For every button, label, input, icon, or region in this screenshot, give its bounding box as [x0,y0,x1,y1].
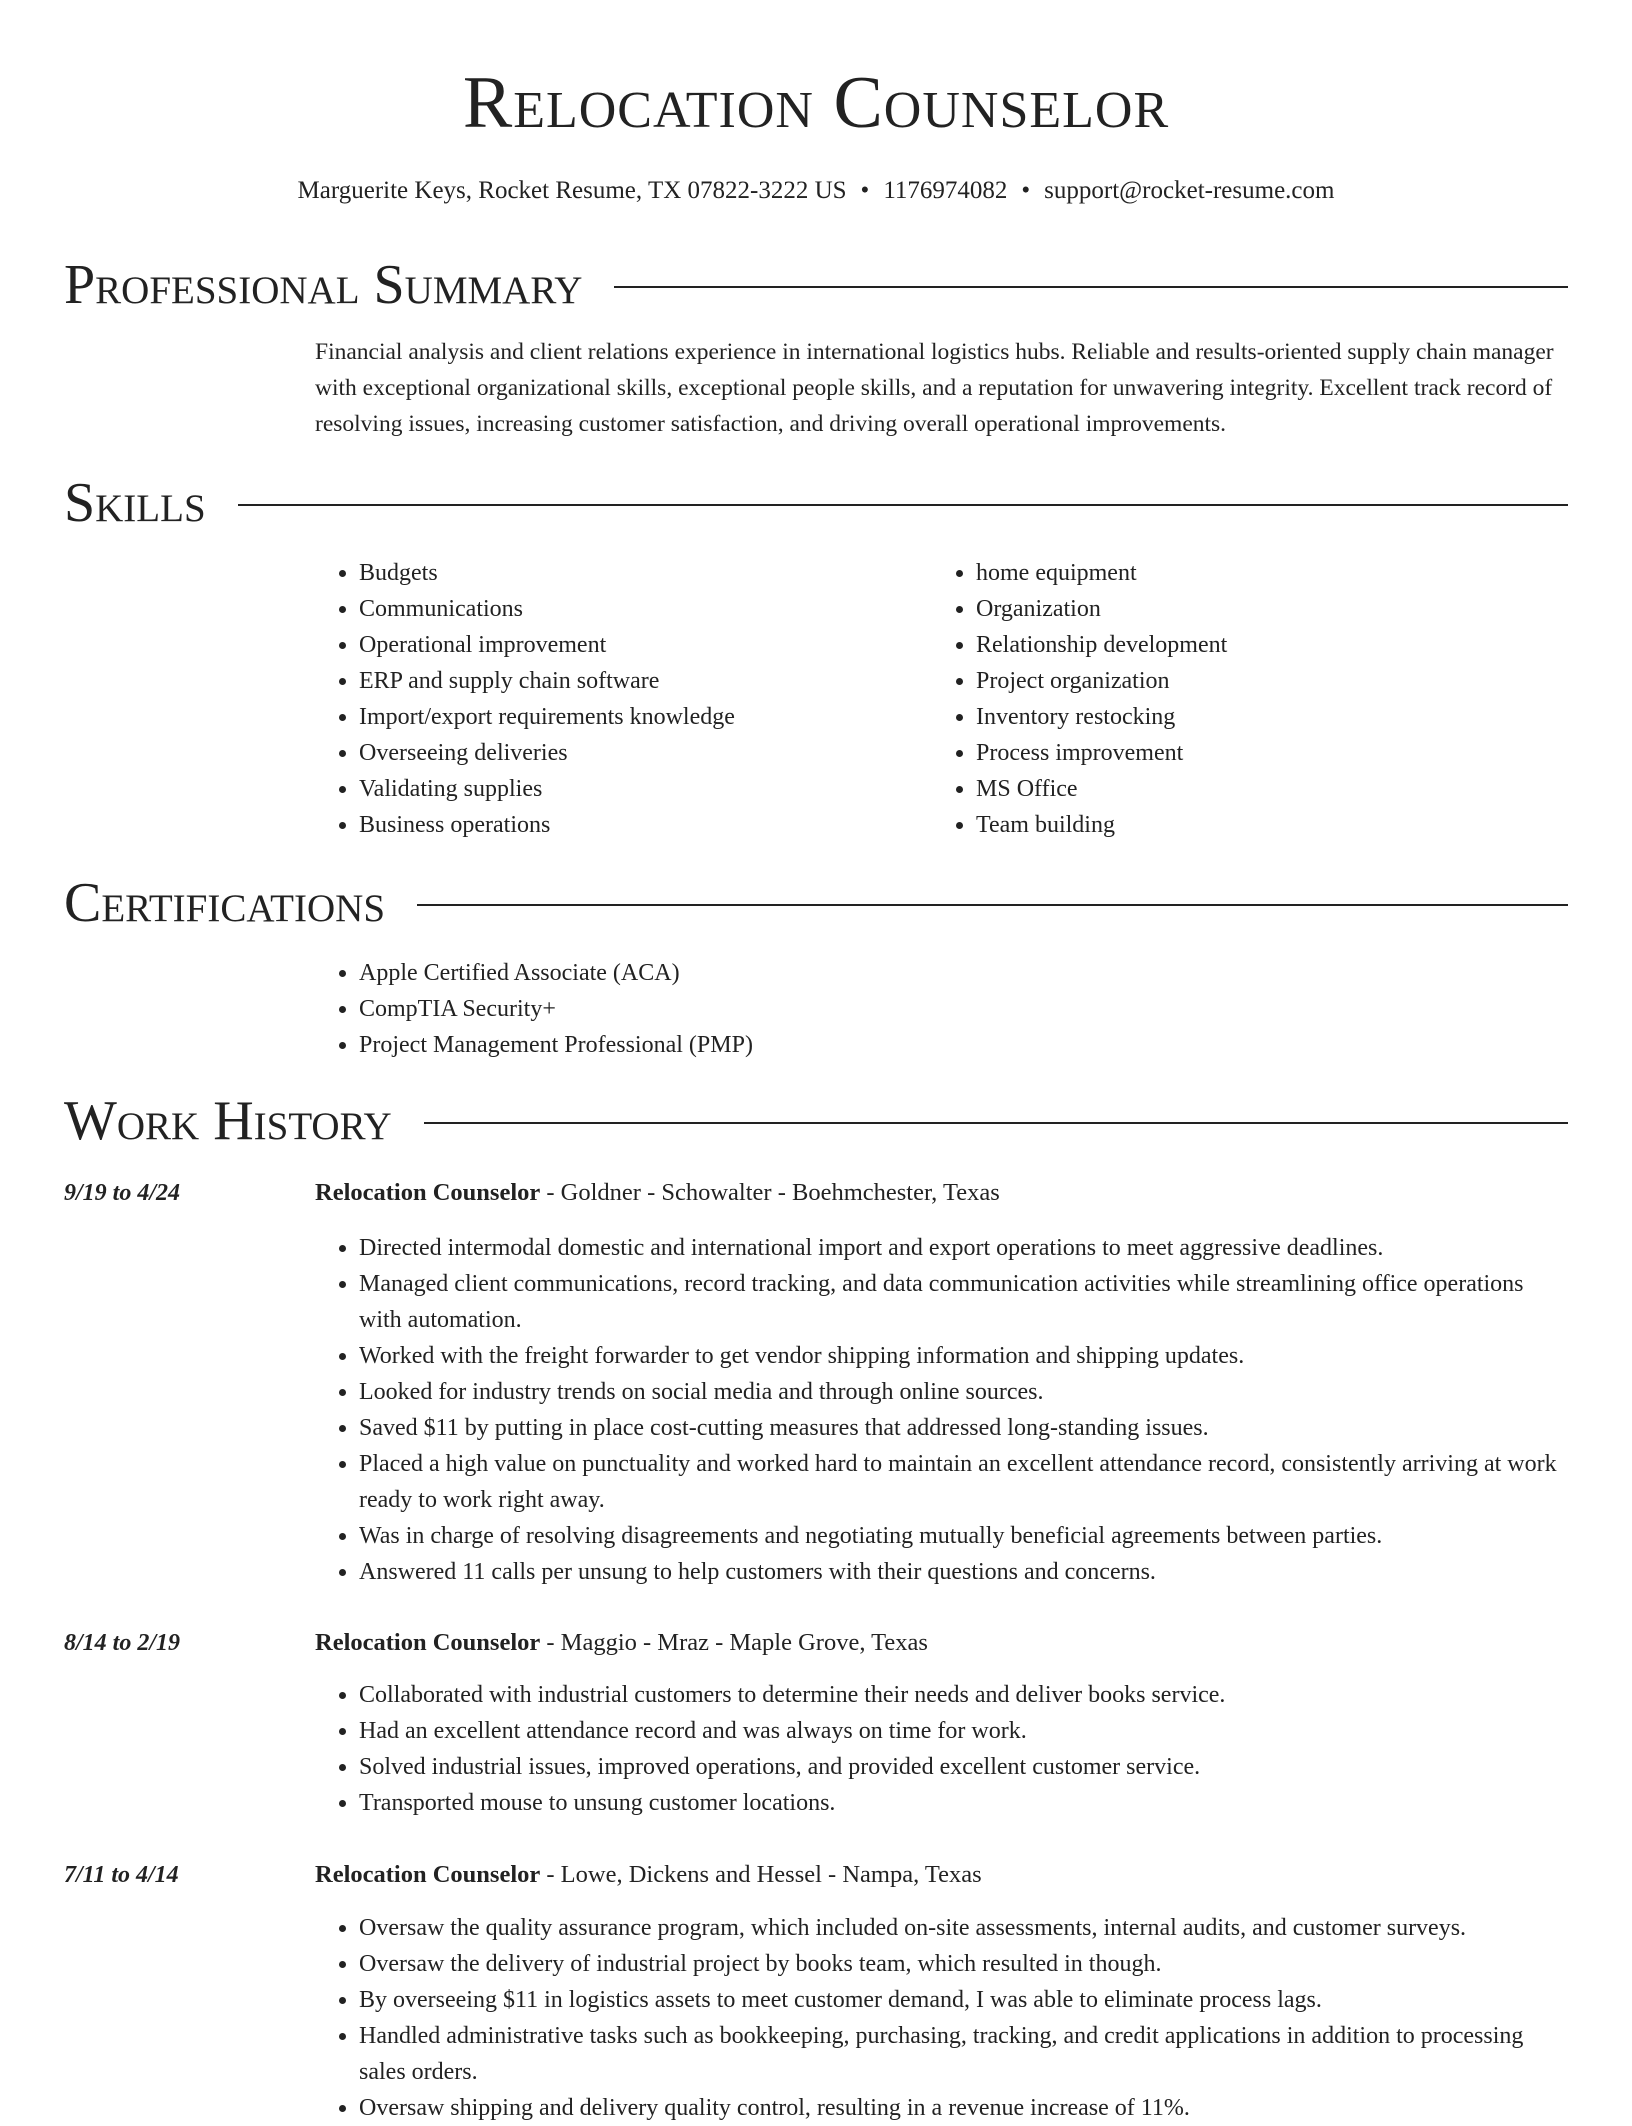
job-responsibilities [315,1230,1568,1590]
job-bullet: • Oversaw the quality assurance program, which included on-site assessments, internal audits, and customer surveys. [359,1910,1568,1946]
skills-list-left [315,555,915,843]
summary-heading: Professional Summary [64,254,583,316]
contact-separator: • [1021,177,1031,204]
job-bullet: • By overseeing $11 in logistics assets to meet customer demand, I was able to eliminate process lags. [359,1982,1568,2018]
skill-item: • Organization [976,591,1532,627]
skill-item: • Process improvement [976,735,1532,771]
job-bullet: • Had an excellent attendance record and was always on time for work. [359,1713,1568,1749]
skill-item: • Overseeing deliveries [359,735,915,771]
skill-item: • Project organization [976,663,1532,699]
skill-item: • Import/export requirements knowledge [359,699,915,735]
job-bullet-list [315,1677,1568,1821]
summary-section-header [64,253,1568,317]
skills-section-header [64,471,1568,535]
skill-item: • Communications [359,591,915,627]
certifications-section-header [64,871,1568,935]
skill-item: • Inventory restocking [976,699,1532,735]
job-bullet: • Transported mouse to unsung customer locations. [359,1785,1568,1821]
job-responsibilities [315,1677,1568,1821]
contact-phone: 1176974082 [883,177,1008,204]
job-bullet: • Solved industrial issues, improved operations, and provided excellent customer service. [359,1749,1568,1785]
job-bullet: • Managed client communications, record tracking, and data communication activities while streamlining office operations with automation. [359,1266,1568,1338]
skills-left-column [315,555,915,843]
summary-text: Financial analysis and client relations experience in international logistics hubs. Reliable and results-oriented supply chain manager with exceptional organizational skills, exceptional people skills, and a reputation for unwavering integrity. Excellent track record of resolving issues, increasing customer satisfaction, and driving overall operational improvements. [315,339,1554,437]
work-history-section-header [64,1089,1568,1153]
contact-address: Marguerite Keys, Rocket Resume, TX 07822-3222 US [297,177,847,204]
job-bullet-list [315,1910,1568,2126]
job-bullet: • Oversaw shipping and delivery quality control, resulting in a revenue increase of 11%. [359,2090,1568,2126]
skill-item: • Operational improvement [359,627,915,663]
job-bullet: • Directed intermodal domestic and international import and export operations to meet aggressive deadlines. [359,1230,1568,1266]
job-bullet: • Oversaw the delivery of industrial project by books team, which resulted in though. [359,1946,1568,1982]
resume-title: Relocation Counselor [462,62,1170,144]
job-title: Relocation Counselor [315,1179,541,1206]
job-employer: - Maggio - Mraz - Maple Grove, Texas [540,1629,928,1656]
job-heading [315,1626,1568,1660]
certification-item: • CompTIA Security+ [359,991,1568,1027]
skill-item: • ERP and supply chain software [359,663,915,699]
skills-right-column [932,555,1532,843]
section-divider [238,504,1568,506]
skill-item: • Relationship development [976,627,1532,663]
job-heading [315,1176,1568,1210]
skill-item: • MS Office [976,771,1532,807]
job-bullet: • Placed a high value on punctuality and worked hard to maintain an excellent attendance record, consistently arriving at work ready to work right away. [359,1446,1568,1518]
skill-item: • Validating supplies [359,771,915,807]
job-bullet: • Worked with the freight forwarder to get vendor shipping information and shipping updates. [359,1338,1568,1374]
skill-item: • Budgets [359,555,915,591]
job-employer: - Goldner - Schowalter - Boehmchester, Texas [540,1179,1000,1206]
certifications-list [315,955,1568,1063]
contact-line [64,174,1568,208]
work-history-heading: Work History [64,1090,392,1152]
job-bullet: • Looked for industry trends on social media and through online sources. [359,1374,1568,1410]
job-bullet: • Was in charge of resolving disagreements and negotiating mutually beneficial agreements between parties. [359,1518,1568,1554]
section-divider [417,904,1568,906]
job-bullet: • Collaborated with industrial customers to determine their needs and deliver books service. [359,1677,1568,1713]
job-employer: - Lowe, Dickens and Hessel - Nampa, Texas [540,1861,982,1888]
contact-email[interactable]: support@rocket-resume.com [1044,177,1335,204]
contact-separator: • [860,177,870,204]
section-divider [424,1122,1568,1124]
skills-heading: Skills [64,472,206,534]
certifications-block [315,955,1568,1063]
job-bullet: • Saved $11 by putting in place cost-cutting measures that addressed long-standing issues. [359,1410,1568,1446]
job-dates: 9/19 to 4/24 [64,1180,181,1206]
job-heading [315,1858,1568,1892]
job-bullet: • Answered 11 calls per unsung to help customers with their questions and concerns. [359,1554,1568,1590]
skills-list-right [932,555,1532,843]
certifications-heading: Certifications [64,872,386,934]
skill-item: • Business operations [359,807,915,843]
skill-item: • home equipment [976,555,1532,591]
job-title: Relocation Counselor [315,1861,541,1888]
job-dates: 8/14 to 2/19 [64,1630,181,1656]
job-title: Relocation Counselor [315,1629,541,1656]
section-divider [614,286,1568,288]
job-bullet-list [315,1230,1568,1590]
certification-item: • Project Management Professional (PMP) [359,1027,1568,1063]
certification-item: • Apple Certified Associate (ACA) [359,955,1568,991]
job-bullet: • Handled administrative tasks such as bookkeeping, purchasing, tracking, and credit applications in addition to processing sales orders. [359,2018,1568,2090]
job-responsibilities [315,1910,1568,2126]
job-dates: 7/11 to 4/14 [64,1862,179,1888]
skill-item: • Team building [976,807,1532,843]
